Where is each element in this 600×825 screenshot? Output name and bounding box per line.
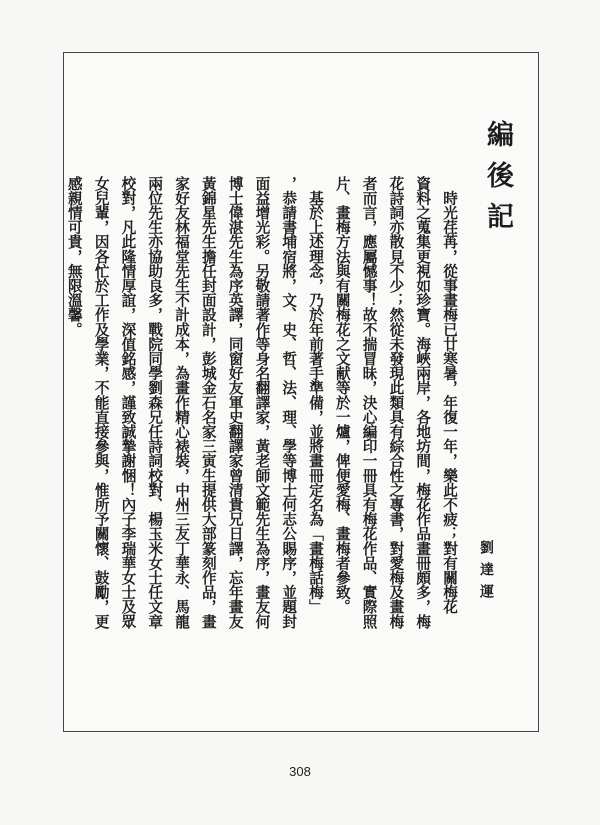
author-name: 劉達運 — [478, 540, 494, 606]
page-title: 編後記 — [482, 120, 513, 243]
text-column: 花詩詞亦散見不少；然從未發現此類具有綜合性之專書，對愛梅及畫梅 — [387, 176, 405, 629]
text-column: 校對，凡此隆情厚誼，深值銘感，謹致誠摯謝悃！內子李瑞華女士及眾 — [119, 176, 137, 629]
text-column: 女兒輩，因各忙於工作及學業，不能直接參與，惟所予關懷、鼓勵，更 — [92, 176, 110, 629]
text-column: 基於上述理念，乃於年前著手準備，並將畫冊定名為「畫梅話梅」 — [307, 176, 325, 614]
text-column: 博士偉湛先生為序英譯，同窗好友軍史翻譯家曾清貴兄日譯，忘年畫友 — [226, 176, 244, 629]
page-number: 308 — [289, 764, 311, 779]
text-column: ，恭請書埔宿將，文、史、哲、法、理、學等博士何志公賜序，並題封 — [280, 176, 298, 629]
text-column: 時光荏苒，從事畫梅已廿寒暑，年復一年，樂此不疲；對有關梅花 — [441, 176, 458, 614]
text-column: 兩位先生亦協助良多，戰院同學劉森兄任詩詞校對、楊玉米女士任文章 — [146, 176, 164, 629]
text-column: 者而言，應屬憾事！故不揣冒昧，決心編印一冊具有梅花作品、實際照 — [360, 176, 378, 629]
text-column: 家好友林福堂先生不計成本，為畫作精心裱裝，中州三友丁華永、馬龍 — [173, 176, 191, 629]
text-column: 感親情可貴，無限溫馨。 — [65, 176, 83, 337]
text-column: 黃錦星先生擔任封面設計，彭城金石名家三寅生提供大部篆刻作品，畫 — [199, 176, 217, 629]
body-text — [60, 176, 462, 716]
text-column: 資料之蒐集更視如珍寶。海峽兩岸，各地坊間，梅花作品畫冊頗多，梅 — [414, 176, 432, 629]
text-column: 片、畫梅方法與有關梅花之文献等於一爐，俾便愛梅、畫梅者參致。 — [333, 176, 351, 614]
text-column: 面益增光彩。另敬請著作等身名翻譯家，黃老師文範先生為序，畫友何 — [253, 176, 271, 629]
